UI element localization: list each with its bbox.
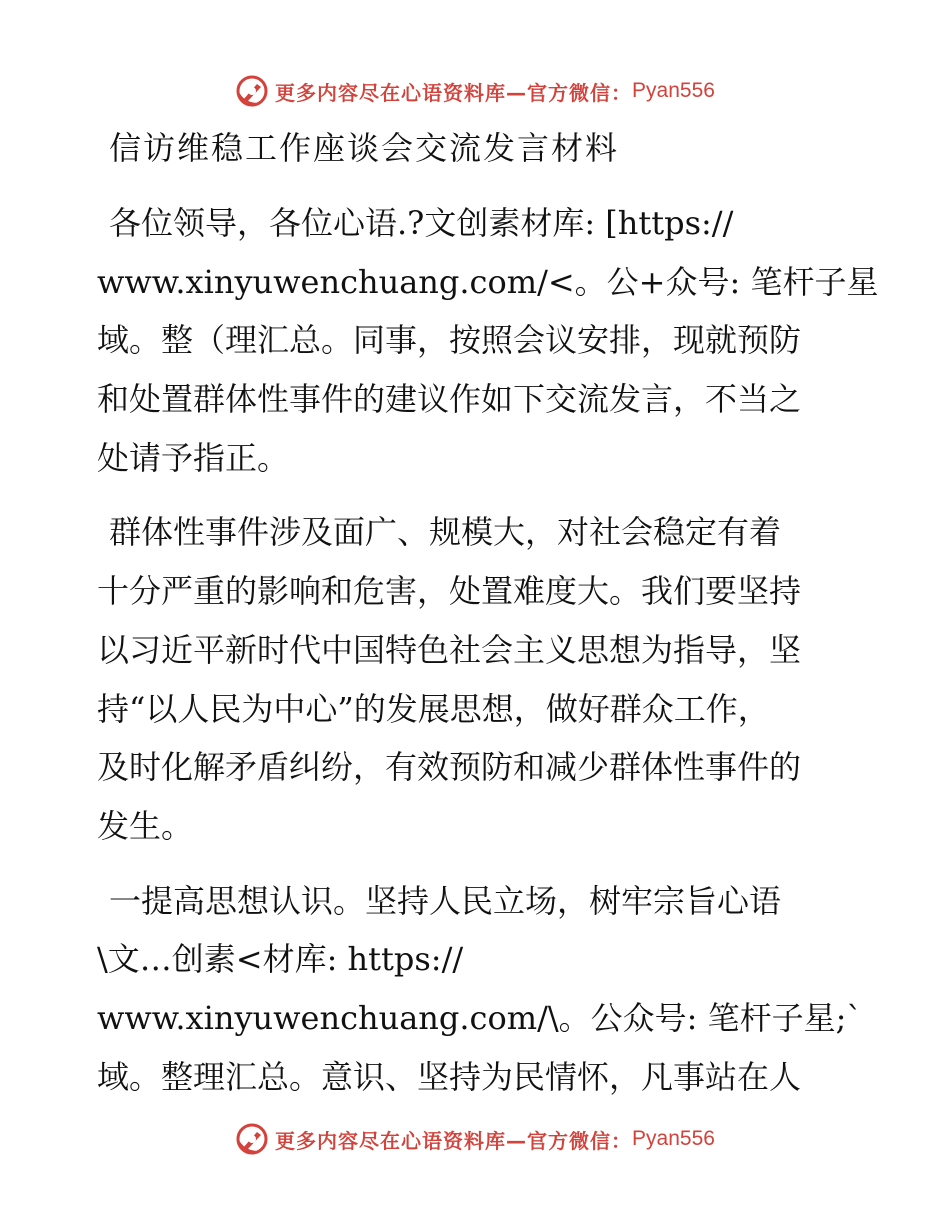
paragraph-line: 发生。 bbox=[97, 806, 194, 845]
paragraph-line: \文…创素<材库: https:// bbox=[97, 940, 464, 979]
document-body bbox=[97, 118, 879, 1106]
paragraph-line: 持“以人民为中心”的发展思想，做好群众工作， bbox=[97, 689, 770, 728]
footer-banner bbox=[0, 1119, 950, 1159]
paragraph-line: 域。整理汇总。意识、坚持为民情怀，凡事站在人 bbox=[97, 1057, 802, 1096]
paragraph-line: 及时化解矛盾纠纷，有效预防和减少群体性事件的 bbox=[97, 748, 802, 787]
paragraph-2 bbox=[97, 503, 857, 855]
header-banner bbox=[0, 71, 950, 111]
paragraph-line: 处请予指正。 bbox=[97, 438, 290, 477]
paragraph-line: 以习近平新时代中国特色社会主义思想为指导，坚 bbox=[97, 630, 802, 669]
paragraph-line: 十分严重的影响和危害，处置难度大。我们要坚持 bbox=[97, 572, 802, 611]
banner-wechat-id: Pyan556 bbox=[632, 1127, 715, 1150]
paragraph-line: 群体性事件涉及面广、规模大，对社会稳定有着 bbox=[109, 513, 782, 552]
banner-text: 更多内容尽在心语资料库—官方微信： bbox=[275, 1128, 633, 1153]
paragraph-1 bbox=[97, 194, 879, 487]
banner-text: 更多内容尽在心语资料库—官方微信： bbox=[275, 80, 633, 105]
paragraph-3 bbox=[97, 872, 863, 1107]
paragraph-line: 域。整（理汇总。同事，按照会议安排，现就预防 bbox=[97, 321, 802, 360]
paragraph-line: 一提高思想认识。坚持人民立场，树牢宗旨心语 bbox=[109, 881, 782, 920]
pen-circle-logo-icon bbox=[235, 1122, 269, 1156]
paragraph-line: 各位领导，各位心语.?文创素材库: [https:// bbox=[109, 204, 734, 242]
paragraph-line: www.xinyuwenchuang.com/<。公+众号: 笔杆子星 bbox=[97, 262, 879, 301]
banner-wechat-id: Pyan556 bbox=[632, 79, 715, 102]
paragraph-line: www.xinyuwenchuang.com/\。公众号: 笔杆子星;` bbox=[97, 998, 863, 1037]
document-title: 信访维稳工作座谈会交流发言材料 bbox=[109, 129, 620, 167]
paragraph-line: 和处置群体性事件的建议作如下交流发言，不当之 bbox=[97, 380, 802, 419]
pen-circle-logo-icon bbox=[235, 74, 269, 108]
